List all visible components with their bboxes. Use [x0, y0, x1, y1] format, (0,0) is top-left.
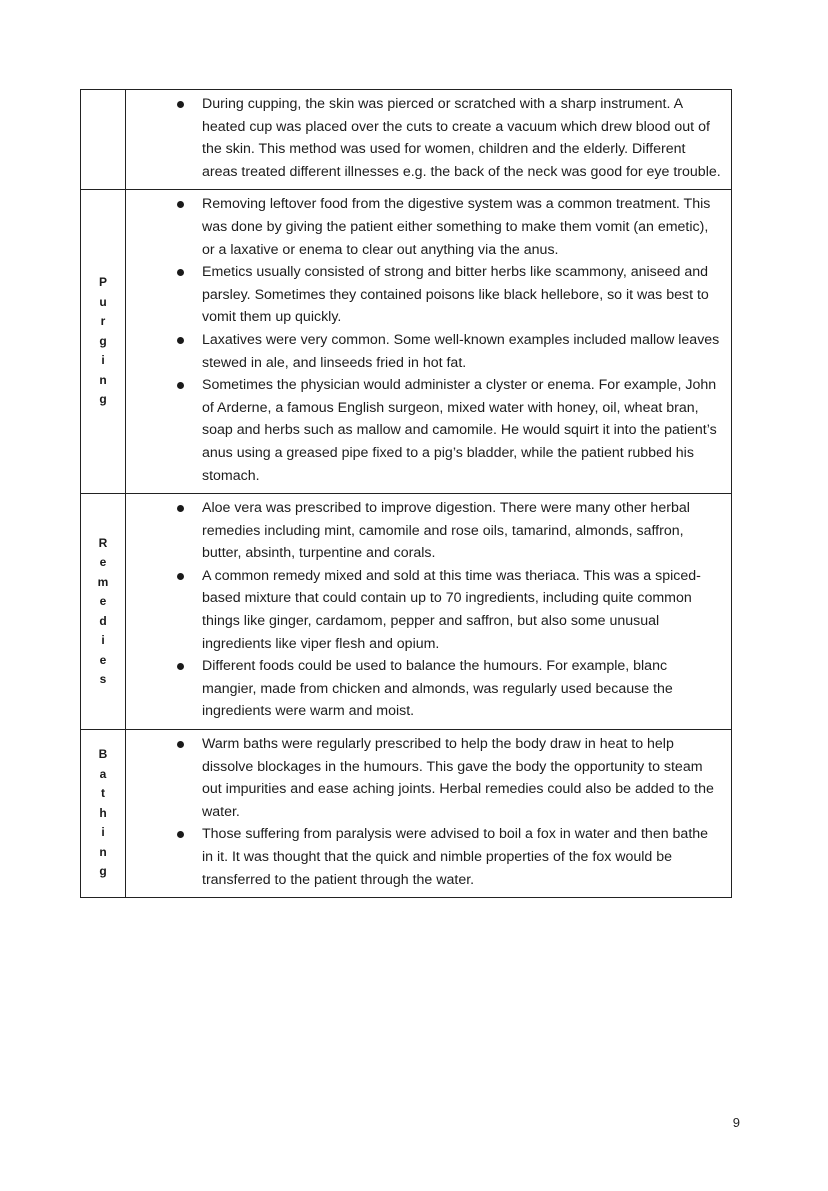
bullet-item — [126, 329, 723, 374]
treatments-table — [80, 89, 732, 898]
label-letter: i — [101, 633, 105, 648]
label-letter: e — [99, 555, 107, 570]
bullet-text: Laxatives were very common. Some well-known examples included mallow leaves stewed in ale, and linseeds fried in hot fat. — [202, 331, 720, 371]
label-letter: t — [101, 786, 105, 801]
label-letter: n — [99, 372, 107, 387]
bullet-dot-icon — [177, 337, 184, 344]
bullet-list — [126, 497, 723, 723]
row-content-cell — [126, 90, 732, 190]
label-letter: g — [99, 333, 107, 348]
label-letter: P — [98, 275, 107, 290]
page-number: 9 — [732, 1115, 740, 1130]
label-letter: B — [98, 747, 108, 762]
bullet-dot-icon — [177, 201, 184, 208]
row-content-cell — [126, 730, 732, 898]
row-label-cell — [81, 494, 126, 730]
row-label — [81, 745, 125, 882]
bullet-dot-icon — [177, 101, 184, 108]
row-label-cell — [81, 730, 126, 898]
row-label-cell — [81, 190, 126, 494]
label-letter: h — [99, 805, 107, 820]
row-content-cell — [126, 190, 732, 494]
bullet-text: Different foods could be used to balance the humours. For example, blanc mangier, made from chicken and almonds, was regularly used because the ingredients were warm and moist. — [202, 658, 673, 720]
bullet-text: Aloe vera was prescribed to improve digestion. There were many other herbal remedies including mint, camomile and rose oils, tamarind, almonds, saffron, butter, absinth, turpentine and corals. — [202, 500, 690, 562]
bullet-text: Removing leftover food from the digestive system was a common treatment. This was done by giving the patient either something to make them vomit (an emetic), or a laxative or enema to clear out anything via the anus. — [202, 196, 711, 258]
label-letter: d — [99, 613, 107, 628]
label-letter: s — [99, 672, 107, 687]
bullet-text: Emetics usually consisted of strong and bitter herbs like scammony, aniseed and parsley. Sometimes they contained poisons like black hellebore, so it was best to vomit them up quickly. — [202, 264, 709, 326]
bullet-text: A common remedy mixed and sold at this time was theriaca. This was a spiced-based mixture that could contain up to 70 ingredients, including quite common things like ginger, cardamom, pepper and saffron, but also some unusual ingredients like viper flesh and opium. — [202, 567, 701, 652]
bullet-dot-icon — [177, 505, 184, 512]
row-content-cell — [126, 494, 732, 730]
label-letter: e — [99, 652, 107, 667]
bullet-item — [126, 374, 723, 487]
bullet-item — [126, 193, 723, 261]
bullet-text: Warm baths were regularly prescribed to help the body draw in heat to help dissolve blockages in the humours. This gave the body the opportunity to steam out impurities and ease aching joints. Herbal remedies could also be added to the water. — [202, 736, 714, 820]
label-letter: R — [98, 535, 108, 550]
label-letter: i — [101, 353, 105, 368]
table-row — [81, 190, 732, 494]
label-letter: u — [99, 294, 107, 309]
row-label — [81, 534, 125, 690]
bullet-item — [126, 655, 723, 723]
label-letter: g — [99, 864, 107, 879]
row-label-cell — [81, 90, 126, 190]
bullet-dot-icon — [177, 269, 184, 276]
table-row — [81, 730, 732, 898]
label-letter: g — [99, 392, 107, 407]
bullet-item — [126, 261, 723, 329]
bullet-dot-icon — [177, 663, 184, 670]
bullet-item — [126, 733, 723, 823]
label-letter: a — [99, 766, 107, 781]
label-letter: i — [101, 825, 105, 840]
table-row — [81, 494, 732, 730]
bullet-dot-icon — [177, 382, 184, 389]
bullet-dot-icon — [177, 831, 184, 838]
bullet-list — [126, 193, 723, 487]
table-row — [81, 90, 732, 190]
label-letter: e — [99, 594, 107, 609]
bullet-list — [126, 93, 723, 183]
bullet-dot-icon — [177, 573, 184, 580]
label-letter: m — [97, 574, 109, 589]
row-label — [81, 273, 125, 410]
label-letter: n — [99, 844, 107, 859]
bullet-list — [126, 733, 723, 891]
bullet-item — [126, 497, 723, 565]
bullet-text: During cupping, the skin was pierced or scratched with a sharp instrument. A heated cup was placed over the cuts to create a vacuum which drew blood out of the skin. This method was used for women, children and the elderly. Different areas treated different illnesses e.g. the back of the neck was good for eye trouble. — [202, 96, 721, 180]
label-letter: r — [100, 314, 106, 329]
bullet-item — [126, 93, 723, 183]
bullet-dot-icon — [177, 741, 184, 748]
bullet-text: Those suffering from paralysis were advised to boil a fox in water and then bathe in it. It was thought that the quick and nimble properties of the fox would be transferred to the patient through the water. — [202, 826, 709, 888]
bullet-text: Sometimes the physician would administer a clyster or enema. For example, John of Arderne, a famous English surgeon, mixed water with honey, oil, wheat bran, soap and herbs such as mallow and camomile. He would squirt it into the patient’s anus using a greased pipe fixed to a pig’s bladder, while the patient rubbed his stomach. — [202, 377, 717, 484]
bullet-item — [126, 823, 723, 891]
bullet-item — [126, 565, 723, 655]
